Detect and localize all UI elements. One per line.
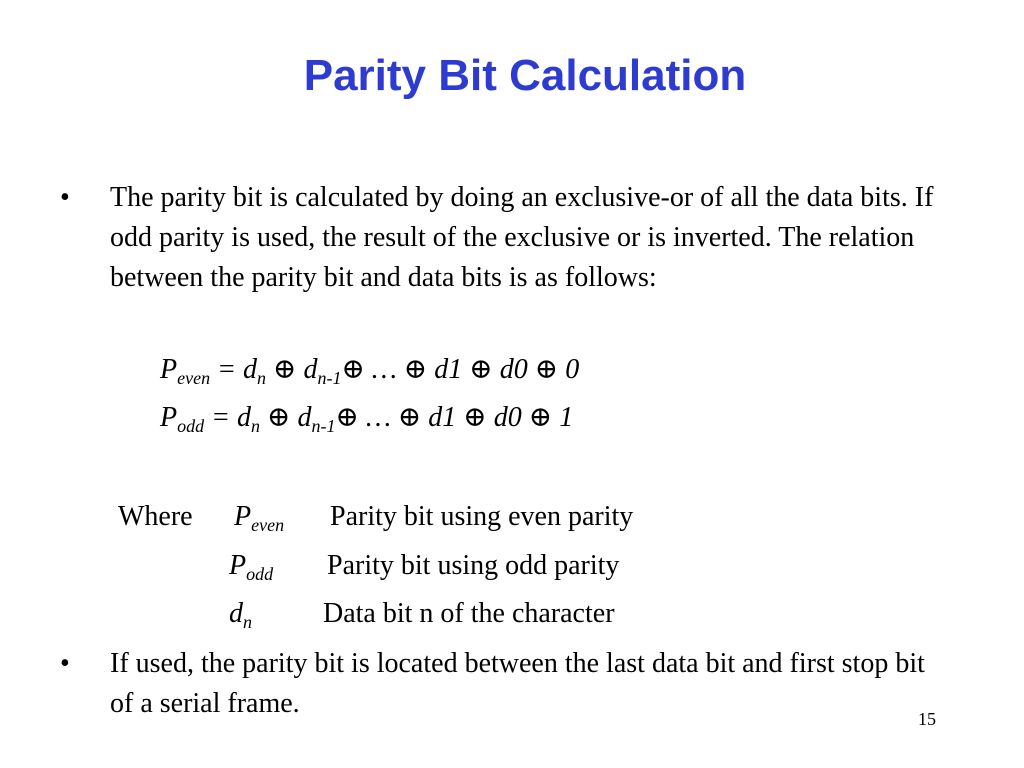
where-label: Where bbox=[118, 501, 193, 532]
slide-number: 15 bbox=[918, 709, 936, 729]
definition-symbol-p-even: $P_{even}$ bbox=[234, 501, 285, 535]
equation-odd: $P_{odd} = d_n$ ⊕ $d_{n-1}\oplus$ … ⊕ d1 ⊕ d0 ⊕ 1 bbox=[160, 402, 574, 436]
bullet-marker: • bbox=[60, 648, 70, 679]
definition-desc-p-even: Parity bit using even parity bbox=[330, 501, 634, 532]
equation-even: $P_{even} = d_n$ ⊕ $d_{n-1}\oplus$ … ⊕ d1 ⊕ d0 ⊕ 0 bbox=[160, 354, 580, 388]
definition-desc-p-odd: Parity bit using odd parity bbox=[327, 550, 620, 581]
bullet-marker: • bbox=[60, 182, 70, 213]
slide-title: Parity Bit Calculation bbox=[303, 51, 747, 100]
bullet-text-1: The parity bit is calculated by doing an exclusive-or of all the data bits. If odd parity is used, the result of the exclusive or is inverted. The relation between the parity bit and data bits is as follows: bbox=[110, 182, 934, 293]
definition-symbol-dn: $d_n$ bbox=[229, 598, 252, 632]
definition-symbol-p-odd: $P_{odd}$ bbox=[229, 550, 274, 584]
definition-desc-dn: Data bit n of the character bbox=[323, 598, 615, 629]
bullet-text-2: If used, the parity bit is located between the last data bit and first stop bit of a serial frame. bbox=[110, 648, 925, 719]
